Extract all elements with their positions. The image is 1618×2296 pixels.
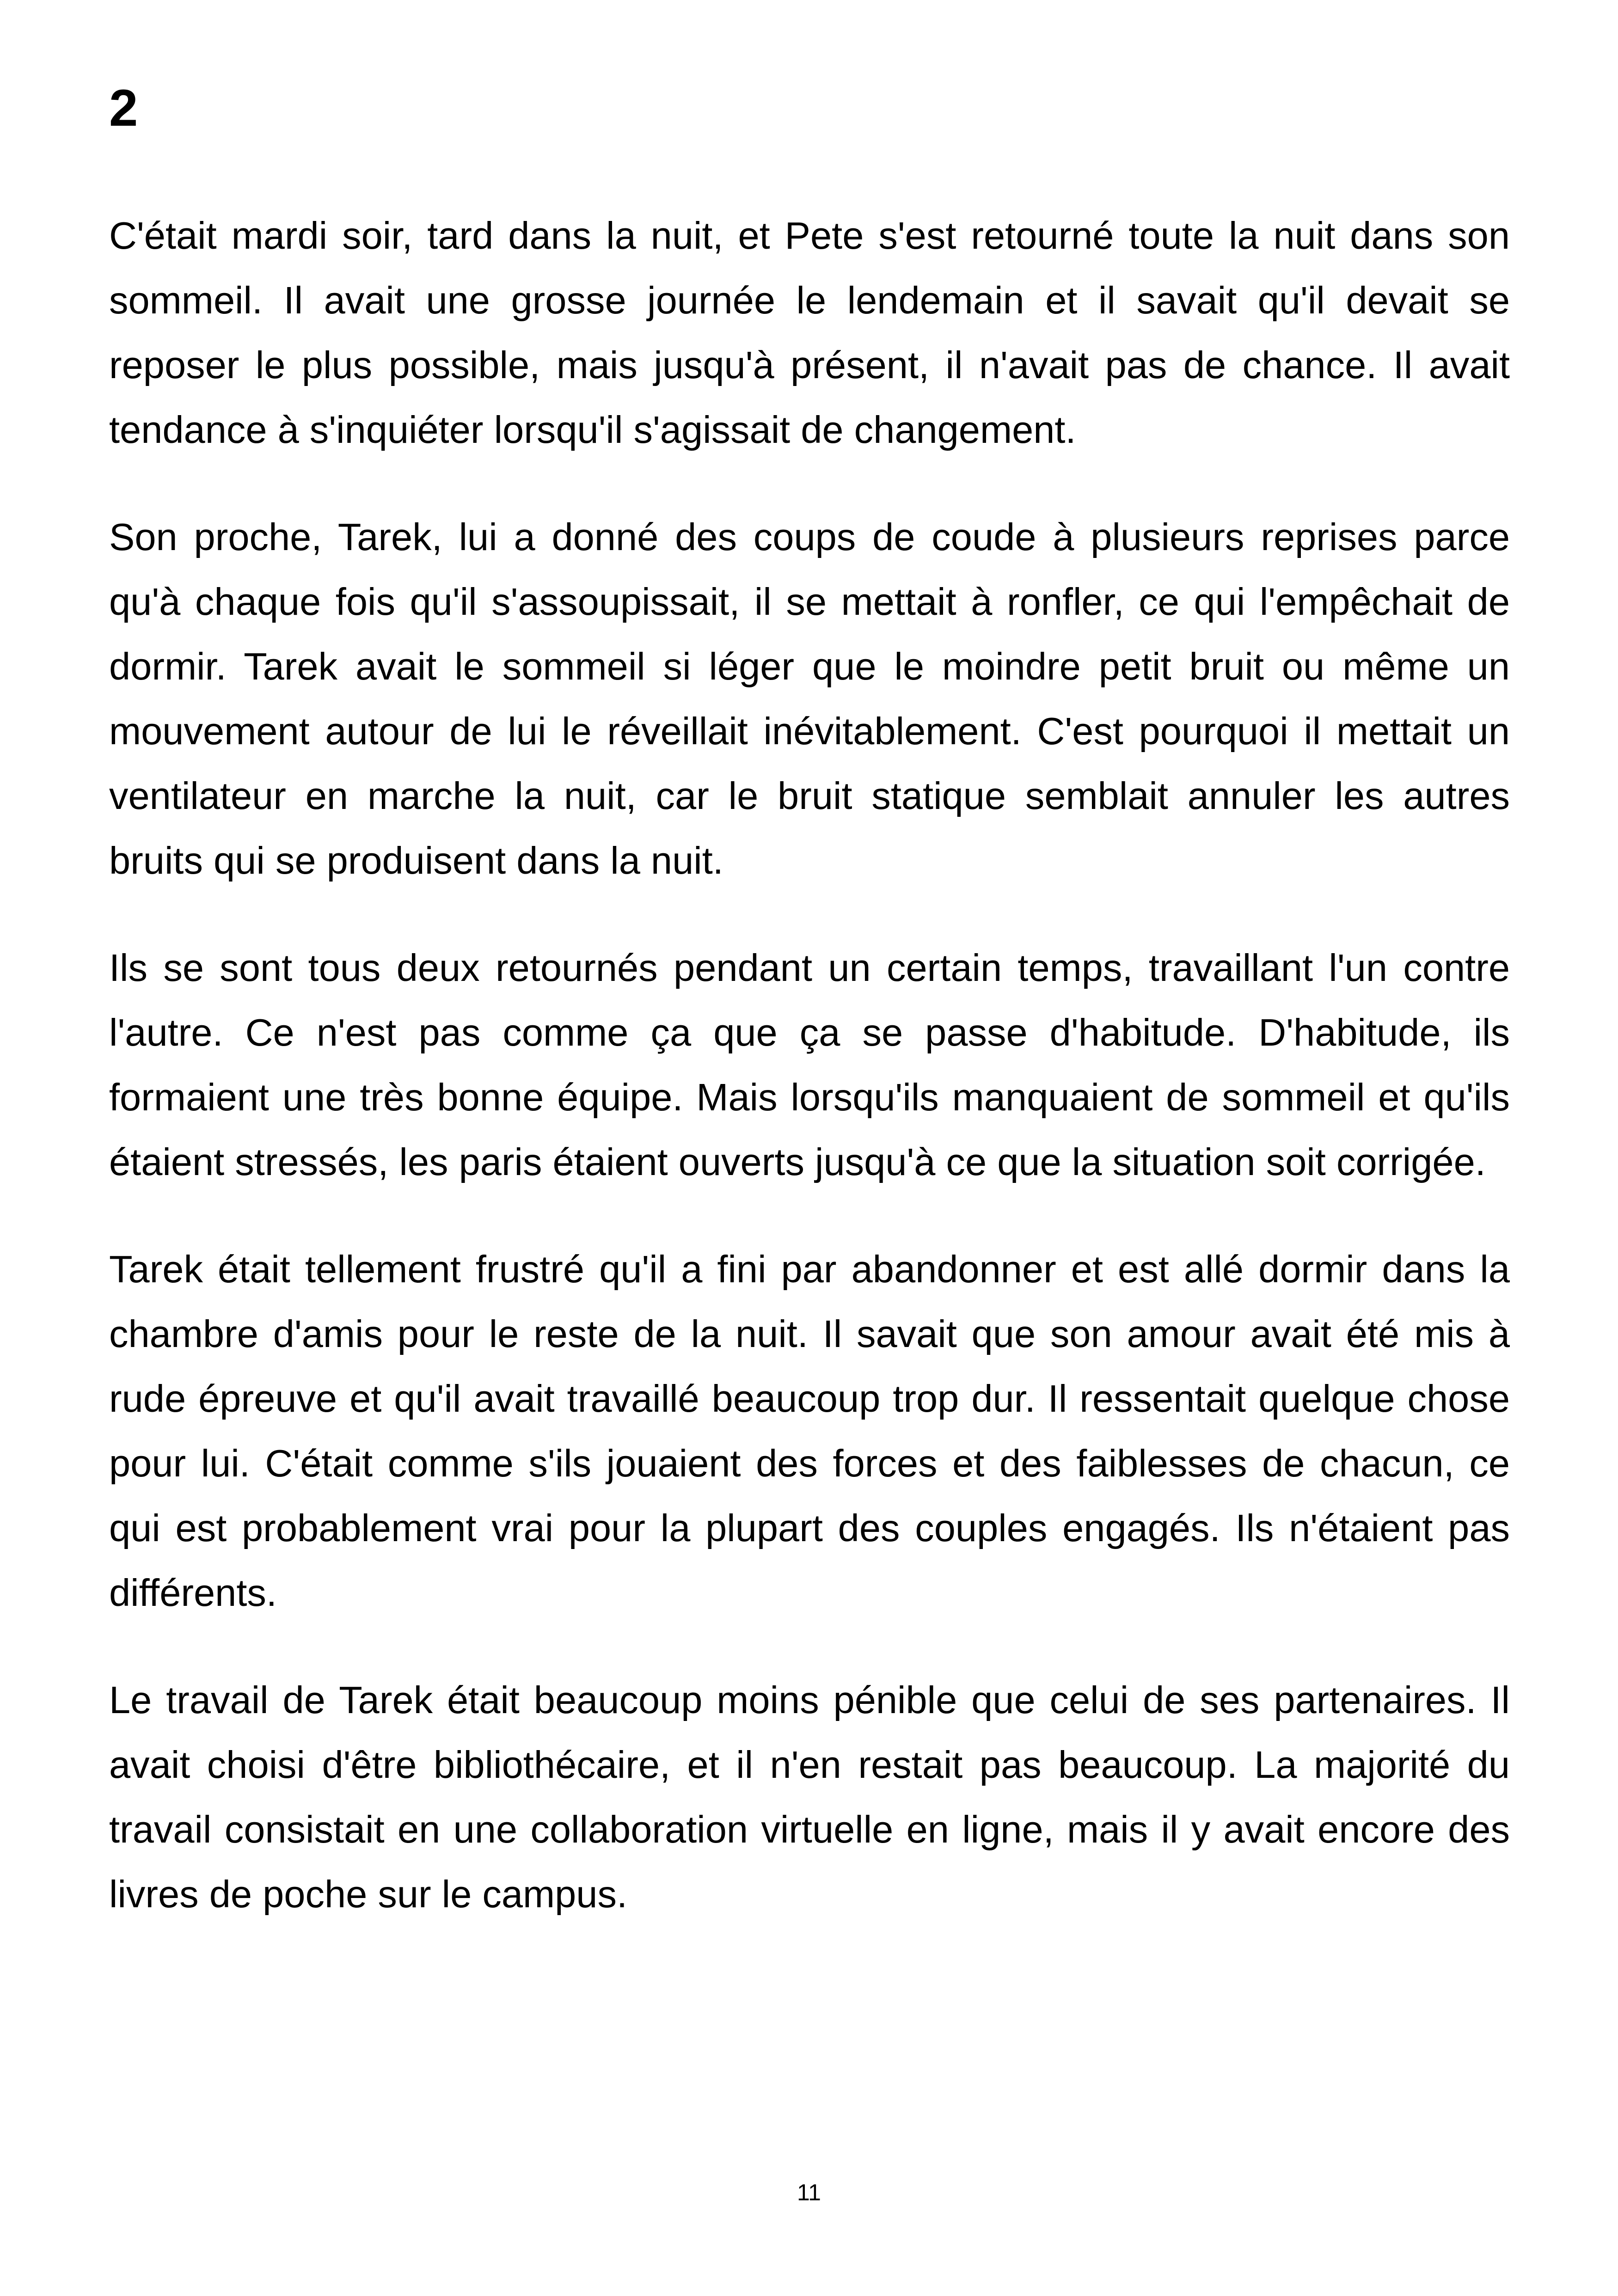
paragraph-3: Ils se sont tous deux retournés pendant un certain temps, travaillant l'un contre l'autre. Ce n'est pas comme ça que ça se passe d'habitude. D'habitude, ils formaient une très bonne équipe. Mais lorsqu'ils manquaient de sommeil et qu'ils étaient stressés, les paris étaient ouverts jusqu'à ce que la situation soit corrigée. [109, 946, 1510, 1183]
paragraph-1: C'était mardi soir, tard dans la nuit, et Pete s'est retourné toute la nuit dans son sommeil. Il avait une grosse journée le lendemain et il savait qu'il devait se reposer le plus possible, mais jusqu'à présent, il n'avait pas de chance. Il avait tendance à s'inquiéter lorsqu'il s'agissait de changement. [109, 214, 1510, 451]
paragraph-5: Le travail de Tarek était beaucoup moins pénible que celui de ses partenaires. Il avait choisi d'être bibliothécaire, et il n'en restait pas beaucoup. La majorité du travail consistait en une collaboration virtuelle en ligne, mais il y avait encore des livres de poche sur le campus. [109, 1678, 1510, 1916]
paragraph-4: Tarek était tellement frustré qu'il a fini par abandonner et est allé dormir dans la chambre d'amis pour le reste de la nuit. Il savait que son amour avait été mis à rude épreuve et qu'il avait travaillé beaucoup trop dur. Il ressentait quelque chose pour lui. C'était comme s'ils jouaient des forces et des faiblesses de chacun, ce qui est probablement vrai pour la plupart des couples engagés. Ils n'étaient pas différents. [109, 1248, 1510, 1614]
page-number: 11 [797, 2180, 821, 2205]
chapter-number: 2 [109, 79, 138, 137]
paragraph-2: Son proche, Tarek, lui a donné des coups de coude à plusieurs reprises parce qu'à chaque fois qu'il s'assoupissait, il se mettait à ronfler, ce qui l'empêchait de dormir. Tarek avait le sommeil si léger que le moindre petit bruit ou même un mouvement autour de lui le réveillait inévitablement. C'est pourquoi il mettait un ventilateur en marche la nuit, car le bruit statique semblait annuler les autres bruits qui se produisent dans la nuit. [109, 515, 1510, 882]
chapter-body [109, 203, 1510, 1969]
